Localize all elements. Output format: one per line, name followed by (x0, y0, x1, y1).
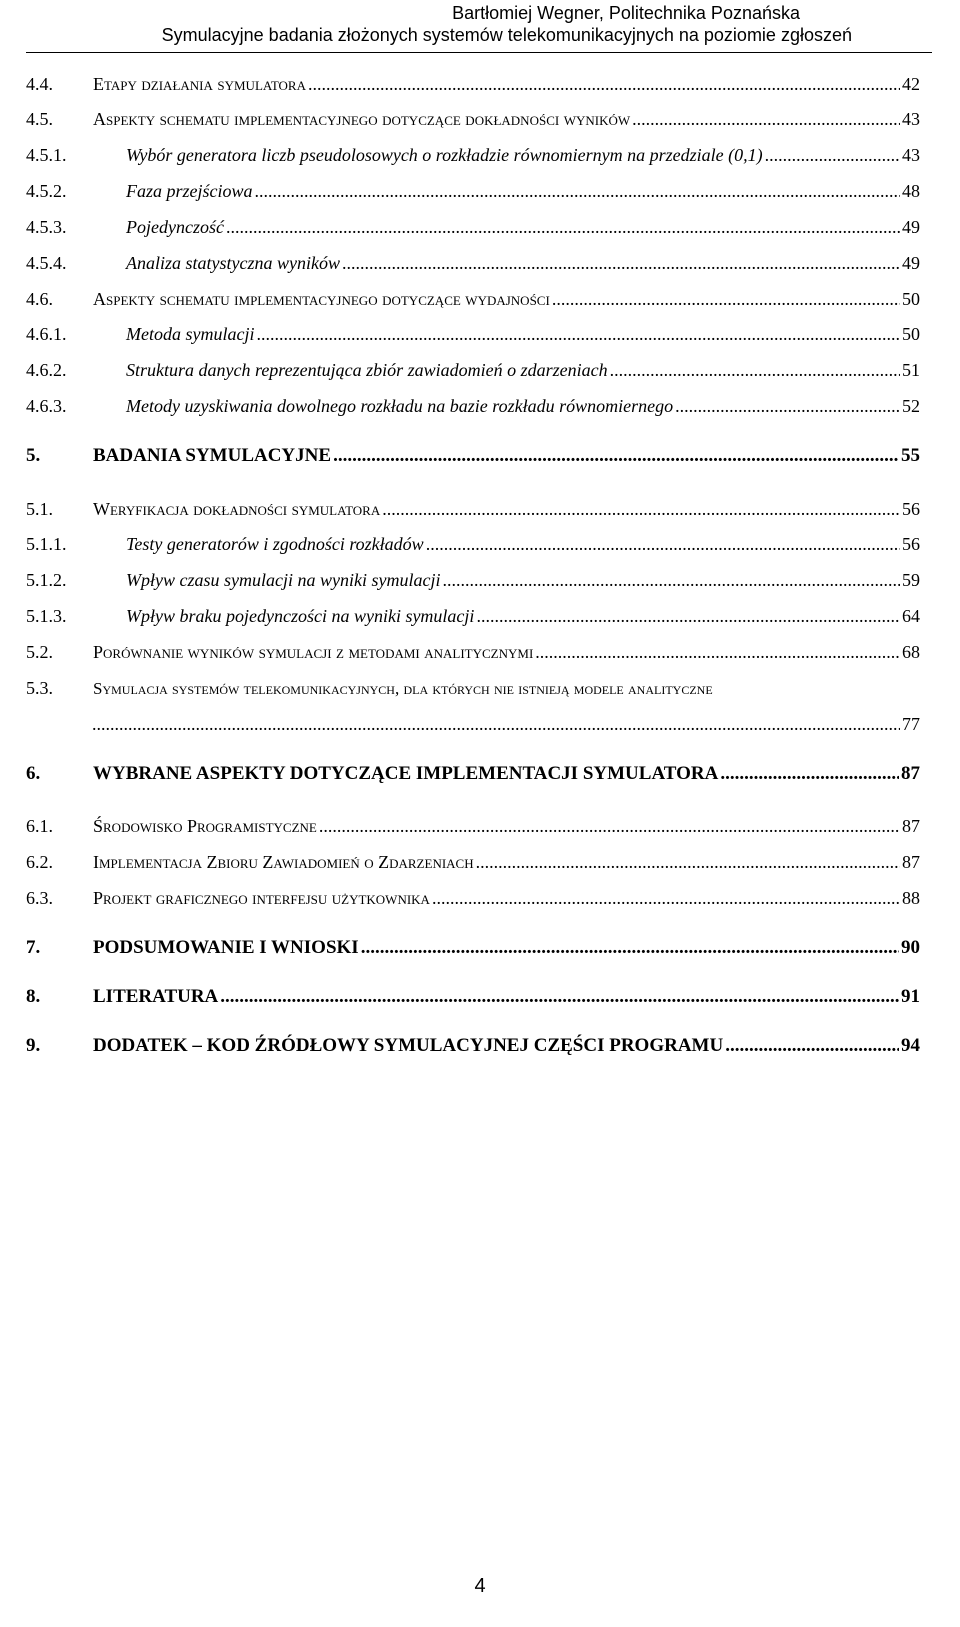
toc-entry-number: 7. (26, 937, 41, 958)
toc-entry-page: 51 (902, 360, 920, 380)
toc-entry (26, 850, 920, 874)
toc-entry-title: Etapy działania symulatora (93, 74, 306, 94)
leader-dots (432, 886, 900, 910)
toc-entry-page: 64 (902, 606, 920, 626)
toc-entry-page: 49 (902, 217, 920, 237)
leader-dots (442, 568, 900, 592)
toc-entry-number: 5.2. (26, 642, 53, 662)
toc-entry-number: 4.5.4. (26, 253, 67, 273)
toc-entry-page: 52 (902, 396, 920, 416)
toc-entry (26, 251, 920, 275)
leader-dots (476, 604, 900, 628)
toc-entry-page: 88 (902, 888, 920, 908)
toc-entry (26, 444, 920, 468)
toc-entry-page: 87 (902, 852, 920, 872)
toc-entry-number: 4.6.1. (26, 324, 67, 344)
leader-dots (220, 985, 899, 1009)
leader-dots (342, 251, 900, 275)
leader-dots (675, 394, 900, 418)
leader-dots (720, 762, 899, 786)
toc-entry-number: 6.3. (26, 888, 53, 908)
leader-dots (552, 287, 900, 311)
toc-entry-page: 87 (901, 763, 920, 784)
toc-entry-number: 5.1.3. (26, 606, 67, 626)
toc-entry-page: 91 (901, 986, 920, 1007)
leader-dots (535, 640, 900, 664)
toc-entry (26, 936, 920, 960)
toc-entry (26, 497, 920, 521)
leader-dots (226, 215, 900, 239)
toc-entry-title: Implementacja Zbioru Zawiadomień o Zdarzeniach (93, 852, 474, 872)
leader-dots (256, 322, 900, 346)
toc-entry-title: Testy generatorów i zgodności rozkładów (126, 534, 424, 554)
toc-entry-number: 4.5.1. (26, 145, 67, 165)
toc-entry-number: 4.5.3. (26, 217, 67, 237)
toc-entry (26, 762, 920, 786)
leader-dots (92, 712, 900, 736)
toc-entry-number: 6.2. (26, 852, 53, 872)
toc-entry-title: Symulacja systemów telekomunikacyjnych, dla których nie istnieją modele analityczne (93, 679, 713, 698)
toc-entry-title: Wpływ czasu symulacji na wyniki symulacji (126, 570, 441, 590)
toc-entry (26, 179, 920, 203)
page-number: 4 (474, 1575, 486, 1597)
toc-entry-page: 55 (901, 445, 920, 466)
toc-entry-number: 5.3. (26, 678, 53, 698)
toc-entry-number: 4.6. (26, 289, 53, 309)
toc-entry (26, 532, 920, 556)
leader-dots (361, 936, 899, 960)
toc-entry-number: 6.1. (26, 816, 53, 836)
toc-entry (26, 886, 920, 910)
toc-entry-page: 48 (902, 181, 920, 201)
toc-entry-title: Analiza statystyczna wyników (126, 253, 340, 273)
leader-dots (319, 814, 900, 838)
toc-entry-title: Struktura danych reprezentująca zbiór zawiadomień o zdarzeniach (126, 360, 608, 380)
toc-entry-page: 56 (902, 499, 920, 519)
leader-dots (333, 444, 899, 468)
toc-entry-title: Metody uzyskiwania dowolnego rozkładu na bazie rozkładu równomiernego (126, 396, 674, 416)
toc-entry (26, 394, 920, 418)
toc-entry-number: 6. (26, 763, 41, 784)
toc-entry-page: 68 (902, 642, 920, 662)
toc-entry-title: PODSUMOWANIE I WNIOSKI (93, 937, 359, 958)
toc-entry (26, 676, 920, 700)
toc-entry-number: 4.6.2. (26, 360, 67, 380)
toc-entry (26, 358, 920, 382)
toc-entry-title: Wpływ braku pojedynczości na wyniki symulacji (126, 606, 475, 626)
header-title: Symulacyjne badania złożonych systemów telekomunikacyjnych na poziomie zgłoszeń (161, 25, 852, 45)
toc-entry-number: 5.1. (26, 499, 53, 519)
toc-entry-number: 8. (26, 986, 41, 1007)
toc-entry-title: Pojedynczość (126, 217, 224, 237)
toc-entry-number: 4.4. (26, 74, 53, 94)
leader-dots (255, 179, 900, 203)
toc-entry-page: 56 (902, 534, 920, 554)
toc-entry (26, 640, 920, 664)
toc-entry-title: LITERATURA (93, 986, 219, 1007)
toc-entry-number: 4.5.2. (26, 181, 67, 201)
leader-dots (725, 1034, 899, 1058)
toc-entry-page: 87 (902, 816, 920, 836)
toc-entry-title: WYBRANE ASPEKTY DOTYCZĄCE IMPLEMENTACJI SYMULATORA (93, 763, 719, 784)
leader-dots (426, 532, 900, 556)
leader-dots (765, 143, 900, 167)
leader-dots (382, 497, 900, 521)
toc-entry (26, 322, 920, 346)
toc-entry-number: 5. (26, 445, 41, 466)
toc-entry (26, 107, 920, 131)
toc-entry-page: 90 (901, 937, 920, 958)
toc-entry-number: 5.1.2. (26, 570, 67, 590)
toc-entry (26, 814, 920, 838)
toc-entry-page: 43 (902, 109, 920, 129)
toc-entry-number: 4.5. (26, 109, 53, 129)
toc-entry-page: 43 (902, 145, 920, 165)
toc-entry-title: Porównanie wyników symulacji z metodami analitycznymi (93, 642, 534, 662)
toc-entry-title: Środowisko Programistyczne (93, 816, 317, 836)
toc-entry-title: Aspekty schematu implementacyjnego dotyczące dokładności wyników (93, 109, 631, 129)
toc-entry-page: 94 (901, 1035, 920, 1056)
toc-entry (26, 215, 920, 239)
toc-entry (26, 568, 920, 592)
toc-entry (26, 72, 920, 96)
toc-entry-page: 77 (902, 714, 920, 734)
leader-dots (610, 358, 900, 382)
toc-entry-title: Wybór generatora liczb pseudolosowych o rozkładzie równomiernym na przedziale (0,1) (126, 145, 763, 165)
toc-entry-title: Metoda symulacji (126, 324, 255, 344)
toc-entry-number: 5.1.1. (26, 534, 67, 554)
toc-entry-number: 4.6.3. (26, 396, 67, 416)
toc-entry-title: Weryfikacja dokładności symulatora (93, 499, 381, 519)
toc-entry-title: Aspekty schematu implementacyjnego dotyczące wydajności (93, 289, 550, 309)
toc-entry-title: DODATEK – KOD ŹRÓDŁOWY SYMULACYJNEJ CZĘŚCI PROGRAMU (93, 1035, 724, 1056)
toc-entry-title: Faza przejściowa (126, 181, 253, 201)
header-author: Bartłomiej Wegner, Politechnika Poznańska (452, 3, 800, 23)
toc-entry (26, 604, 920, 628)
toc-entry-page: 50 (902, 324, 920, 344)
toc-entry-page: 59 (902, 570, 920, 590)
toc-entry-title: Projekt graficznego interfejsu użytkownika (93, 888, 430, 908)
leader-dots (308, 72, 900, 96)
toc-entry-number: 9. (26, 1035, 41, 1056)
toc-entry-continuation (92, 712, 920, 736)
toc-entry (26, 287, 920, 311)
toc-entry (26, 1034, 920, 1058)
toc-entry-title: BADANIA SYMULACYJNE (93, 445, 332, 466)
leader-dots (476, 850, 900, 874)
toc-entry (26, 985, 920, 1009)
leader-dots (632, 107, 900, 131)
toc-entry (26, 143, 920, 167)
toc-entry-page: 50 (902, 289, 920, 309)
toc-entry-page: 42 (902, 74, 920, 94)
toc-entry-page: 49 (902, 253, 920, 273)
